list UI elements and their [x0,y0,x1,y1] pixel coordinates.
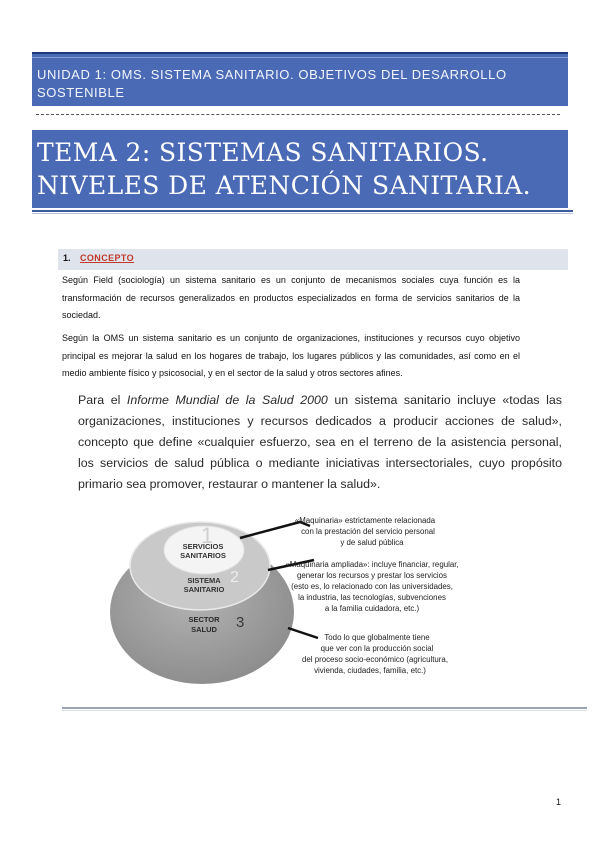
annotation-1-line-3: y de salud pública [340,538,404,547]
annotation-3-line-3: del proceso socio-económico (agricultura, [301,655,449,664]
level-1-label-line-2: SANITARIOS [180,551,226,560]
bottom-rule [62,707,587,709]
annotation-2-line-2: generar los recursos y prestar los servicios [297,571,447,580]
section-heading [58,249,568,270]
annotation-2-line-5: a la familia cuidadora, etc.) [324,604,420,613]
book-quote [78,390,562,495]
topic-title-banner [32,130,568,208]
level-2-label-line-2: SANITARIO [183,585,225,594]
annotation-1-line-1: «Maquinaria» estrictamente relacionada [294,516,436,525]
level-2-number: 2 [230,569,239,586]
unit-header-text: UNIDAD 1: OMS. SISTEMA SANITARIO. OBJETIVOS DEL DESARROLLO SOSTENIBLE [37,67,507,100]
level-2-label-line-1: SISTEMA [187,576,221,585]
bottom-rule-light [62,710,587,711]
level-1-number: 1 [201,523,214,548]
health-system-diagram [100,500,500,690]
book-quote-after: un sistema sanitario incluye «todas las organizaciones, instituciones y recursos dedicados a producir acciones de salud», concepto que define «cualquier esfuerzo, sea en el terreno de la asistencia personal, los servicios de salud pública o mediante iniciativas intersectoriales, cuyo propósito primario sea promover, restaurar o mantener la salud». [78,393,562,491]
level-3-label-line-2: SALUD [191,625,217,634]
annotation-2-line-3: (esto es, lo relacionado con las universidades, [291,582,453,591]
title-underline-light [32,213,573,214]
unit-header-banner [32,52,568,106]
annotation-2-line-4: la industria, las tecnologías, subvenciones [298,593,446,602]
book-quote-before: Para el [78,393,127,407]
level-3-label-line-1: SECTOR [188,615,220,624]
dashed-separator [36,114,560,115]
page-number: 1 [556,797,562,807]
book-quote-report-title: Informe Mundial de la Salud 2000 [126,393,328,407]
banner-top-line [32,57,568,58]
annotation-1-line-2: con la prestación del servicio personal [301,527,435,536]
annotation-3-line-2: que ver con la producción social [320,644,434,653]
title-underline [32,210,573,212]
annotation-3-line-1: Todo lo que globalmente tiene [324,633,430,642]
topic-title: TEMA 2: SISTEMAS SANITARIOS. NIVELES DE ATENCIÓN SANITARIA. [37,138,532,200]
annotation-3-line-4: vivienda, ciudades, familia, etc.) [314,666,426,675]
level-1-label-line-1: SERVICIOS [182,542,224,551]
level-3-number: 3 [236,614,245,631]
paragraph-field-definition: Según Field (sociología) un sistema sanitario es un conjunto de mecanismos sociales cuya función es la transformación de recursos generalizados en productos especializados en forma de servicios sanitarios de la sociedad. [62,275,520,320]
paragraph-oms-definition: Según la OMS un sistema sanitario es un conjunto de organizaciones, instituciones y recursos cuyo objetivo principal es mejorar la salud en los hogares de trabajo, los lugares públicos y las comunidades, así como en el medio ambiente físico y psicosocial, y en el sector de la salud y otros sectores afines. [62,333,520,378]
section-title: CONCEPTO [80,253,135,263]
annotation-3-pointer [288,628,318,638]
section-number: 1. [63,253,71,263]
annotation-2-line-1: «Maquinaria ampliada»: incluye financiar, regular, [285,560,459,569]
